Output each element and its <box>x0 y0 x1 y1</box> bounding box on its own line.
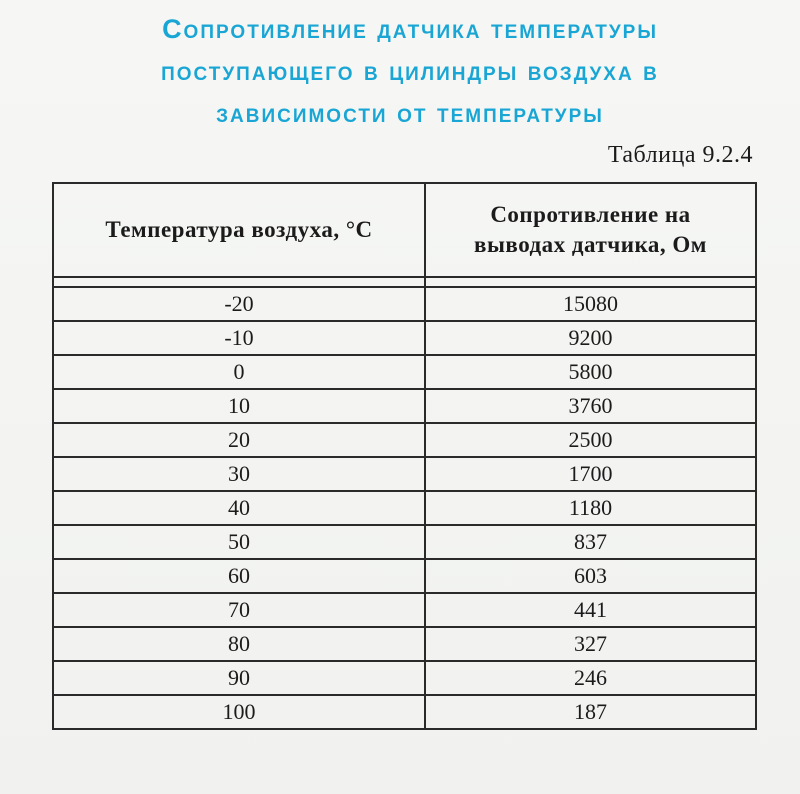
table-row <box>53 559 756 593</box>
header-resistance-line-1: Сопротивление на <box>490 202 691 227</box>
table-spacer-row <box>53 277 756 287</box>
table-row <box>53 389 756 423</box>
table-header-row <box>53 183 756 277</box>
temperature-cell: 90 <box>53 661 425 695</box>
temperature-cell: 0 <box>53 355 425 389</box>
table-row <box>53 525 756 559</box>
title-line-2: поступающего в цилиндры воздуха в <box>161 56 659 86</box>
resistance-cell: 15080 <box>425 287 756 321</box>
temperature-cell: 30 <box>53 457 425 491</box>
temperature-cell: 60 <box>53 559 425 593</box>
table-row <box>53 423 756 457</box>
resistance-cell: 1700 <box>425 457 756 491</box>
temperature-cell: 80 <box>53 627 425 661</box>
document-title <box>20 8 800 134</box>
resistance-cell: 9200 <box>425 321 756 355</box>
table-row <box>53 491 756 525</box>
resistance-cell: 1180 <box>425 491 756 525</box>
temperature-cell: 100 <box>53 695 425 729</box>
temperature-cell: 10 <box>53 389 425 423</box>
temperature-cell: -10 <box>53 321 425 355</box>
temperature-cell: -20 <box>53 287 425 321</box>
resistance-table <box>52 182 757 730</box>
table-row <box>53 695 756 729</box>
temperature-cell: 70 <box>53 593 425 627</box>
table-row <box>53 355 756 389</box>
header-resistance <box>425 183 756 277</box>
resistance-cell: 3760 <box>425 389 756 423</box>
resistance-cell: 327 <box>425 627 756 661</box>
header-resistance-line-2: выводах датчика, Ом <box>474 232 707 257</box>
title-line-3: зависимости от температуры <box>216 98 604 128</box>
temperature-cell: 20 <box>53 423 425 457</box>
resistance-cell: 246 <box>425 661 756 695</box>
temperature-cell: 40 <box>53 491 425 525</box>
table-number: Таблица 9.2.4 <box>607 142 753 168</box>
table-row <box>53 661 756 695</box>
title-line-1: Сопротивление датчика температуры <box>162 14 658 44</box>
resistance-cell: 603 <box>425 559 756 593</box>
table-row <box>53 287 756 321</box>
temperature-cell: 50 <box>53 525 425 559</box>
table-row <box>53 593 756 627</box>
header-temperature: Температура воздуха, °С <box>53 183 425 277</box>
resistance-cell: 441 <box>425 593 756 627</box>
table-body <box>53 277 756 729</box>
resistance-cell: 187 <box>425 695 756 729</box>
table-row <box>53 457 756 491</box>
resistance-cell: 837 <box>425 525 756 559</box>
resistance-cell: 2500 <box>425 423 756 457</box>
resistance-cell: 5800 <box>425 355 756 389</box>
table-row <box>53 627 756 661</box>
table-row <box>53 321 756 355</box>
